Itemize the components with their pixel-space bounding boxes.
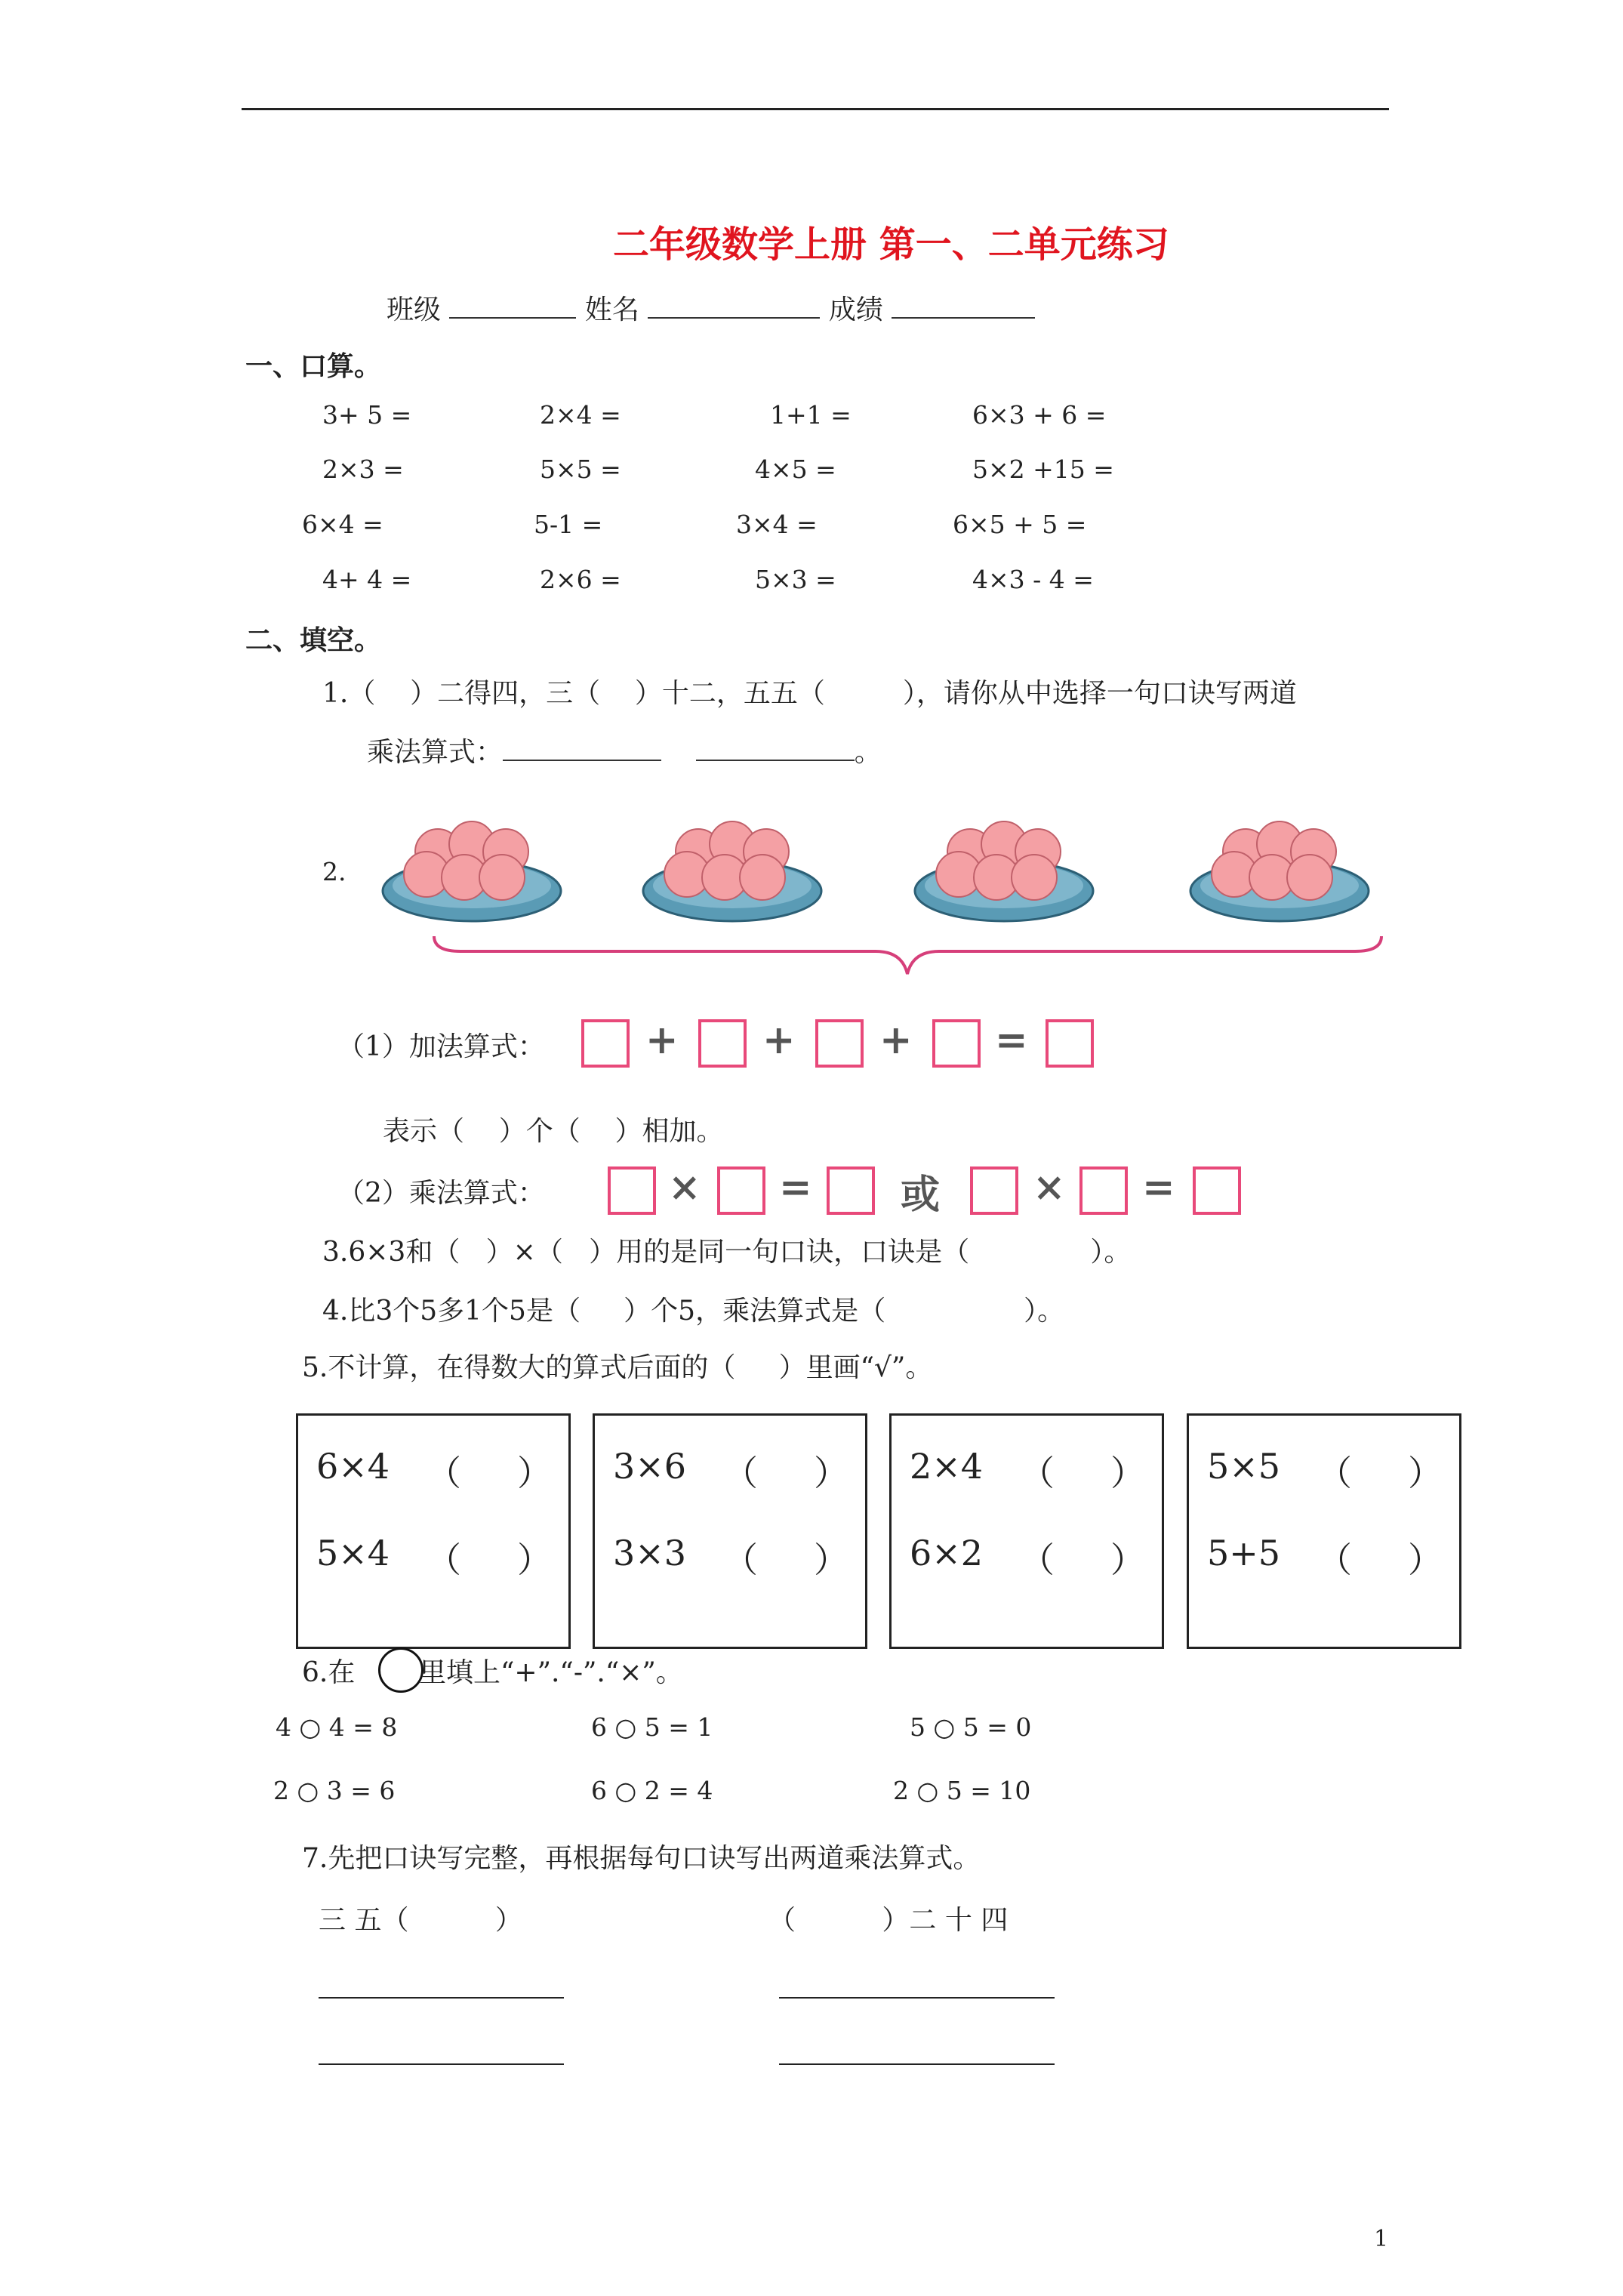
q6-suffix: 里填上“+”.“-”.“×”。 bbox=[419, 1657, 683, 1688]
answer-line[interactable] bbox=[319, 2063, 564, 2065]
oral-item: 3+ 5 = bbox=[322, 400, 412, 430]
times-sign: × bbox=[1033, 1164, 1066, 1210]
answer-box[interactable] bbox=[1193, 1166, 1241, 1215]
oral-item: 5×5 = bbox=[540, 455, 621, 484]
class-blank[interactable] bbox=[449, 294, 576, 319]
paren-open[interactable]: （ bbox=[723, 1539, 758, 1580]
answer-line[interactable] bbox=[779, 2063, 1055, 2065]
header-info bbox=[387, 288, 1035, 327]
score-blank[interactable] bbox=[892, 294, 1035, 319]
paren-open[interactable]: （ bbox=[723, 1453, 758, 1493]
q1-blank-1[interactable] bbox=[503, 737, 661, 761]
paren-open[interactable]: （ bbox=[1020, 1539, 1055, 1580]
q7-verse-b: （ ）二 十 四 bbox=[768, 1905, 1009, 1936]
answer-box[interactable] bbox=[970, 1166, 1018, 1215]
paren-close: ） bbox=[1110, 1453, 1145, 1493]
fill-op-item[interactable]: 6 ○ 2 = 4 bbox=[591, 1776, 713, 1805]
plus-sign: + bbox=[762, 1017, 796, 1063]
expr-bottom: 5×4 bbox=[316, 1533, 390, 1573]
paren-close: ） bbox=[517, 1539, 552, 1580]
q1-label: 乘法算式： bbox=[367, 737, 504, 768]
q4: 4.比3个5多1个5是（ ）个5，乘法算式是（ ）。 bbox=[322, 1296, 1065, 1327]
paren-close: ） bbox=[517, 1453, 552, 1493]
score-label: 成绩 bbox=[828, 294, 883, 325]
paren-close: ） bbox=[814, 1453, 848, 1493]
paren-open[interactable]: （ bbox=[1317, 1539, 1352, 1580]
compare-box bbox=[1187, 1413, 1461, 1649]
equals-sign: = bbox=[995, 1017, 1028, 1063]
q2-1-meaning: 表示（ ）个（ ）相加。 bbox=[383, 1116, 724, 1147]
oral-item: 6×5 + 5 = bbox=[953, 510, 1087, 539]
oral-item: 5×2 +15 = bbox=[972, 455, 1114, 484]
oral-item: 6×4 = bbox=[302, 510, 383, 539]
answer-box[interactable] bbox=[1079, 1166, 1128, 1215]
paren-close: ） bbox=[1110, 1539, 1145, 1580]
answer-line[interactable] bbox=[319, 1997, 564, 1999]
answer-box[interactable] bbox=[932, 1019, 981, 1068]
paren-close: ） bbox=[1408, 1453, 1443, 1493]
answer-box[interactable] bbox=[1046, 1019, 1094, 1068]
name-blank[interactable] bbox=[648, 294, 820, 319]
oral-item: 6×3 + 6 = bbox=[972, 400, 1107, 430]
plate-group bbox=[383, 821, 1369, 921]
answer-box[interactable] bbox=[815, 1019, 864, 1068]
section1-heading: 一、口算。 bbox=[245, 350, 382, 382]
curly-brace bbox=[430, 932, 1385, 985]
fill-op-item[interactable]: 2 ○ 5 = 10 bbox=[893, 1776, 1031, 1805]
plus-sign: + bbox=[879, 1017, 913, 1063]
equals-sign: = bbox=[779, 1164, 812, 1210]
times-sign: × bbox=[668, 1164, 701, 1210]
expr-bottom: 5+5 bbox=[1207, 1533, 1281, 1573]
q7-verse-a: 三 五（ ） bbox=[319, 1905, 522, 1936]
fill-op-item[interactable]: 4 ○ 4 = 8 bbox=[276, 1712, 398, 1742]
compare-box bbox=[889, 1413, 1164, 1649]
answer-box[interactable] bbox=[581, 1019, 630, 1068]
expr-bottom: 3×3 bbox=[613, 1533, 687, 1573]
expr-top: 3×6 bbox=[613, 1446, 687, 1487]
page-title: 二年级数学上册 第一、二单元练习 bbox=[613, 223, 1169, 266]
q6-prefix: 6.在 bbox=[302, 1657, 356, 1688]
paren-close: ） bbox=[814, 1539, 848, 1580]
fill-op-item[interactable]: 5 ○ 5 = 0 bbox=[910, 1712, 1032, 1742]
paren-open[interactable]: （ bbox=[427, 1539, 461, 1580]
fill-op-item[interactable]: 6 ○ 5 = 1 bbox=[591, 1712, 713, 1742]
oral-item: 4+ 4 = bbox=[322, 565, 412, 594]
q2-2-label: （2）乘法算式： bbox=[337, 1178, 545, 1209]
oral-item: 5×3 = bbox=[755, 565, 836, 594]
page-number: 1 bbox=[1374, 2226, 1389, 2252]
q1-line2 bbox=[367, 731, 882, 769]
q3: 3.6×3和（ ）×（ ）用的是同一句口诀，口诀是（ ）。 bbox=[322, 1237, 1132, 1268]
expr-bottom: 6×2 bbox=[910, 1533, 984, 1573]
paren-open[interactable]: （ bbox=[427, 1453, 461, 1493]
oral-item: 3×4 = bbox=[736, 510, 818, 539]
top-rule bbox=[242, 108, 1389, 110]
oral-item: 5-1 = bbox=[534, 510, 603, 539]
paren-open[interactable]: （ bbox=[1020, 1453, 1055, 1493]
plus-sign: + bbox=[645, 1017, 679, 1063]
section2-heading: 二、填空。 bbox=[245, 624, 382, 656]
oral-item: 1+1 = bbox=[770, 400, 852, 430]
q5: 5.不计算，在得数大的算式后面的（ ）里画“√”。 bbox=[302, 1352, 933, 1383]
or-word: 或 bbox=[901, 1172, 941, 1218]
oral-item: 4×5 = bbox=[755, 455, 836, 484]
answer-box[interactable] bbox=[608, 1166, 656, 1215]
oral-item: 2×6 = bbox=[540, 565, 621, 594]
q1-blank-2[interactable] bbox=[696, 737, 855, 761]
oral-item: 2×4 = bbox=[540, 400, 621, 430]
oral-item: 2×3 = bbox=[322, 455, 404, 484]
paren-open[interactable]: （ bbox=[1317, 1453, 1352, 1493]
q2-label: 2. bbox=[322, 857, 346, 886]
oral-item: 4×3 - 4 = bbox=[972, 565, 1094, 594]
name-label: 姓名 bbox=[584, 294, 639, 325]
circle-icon bbox=[378, 1647, 423, 1693]
answer-box[interactable] bbox=[827, 1166, 875, 1215]
answer-line[interactable] bbox=[779, 1997, 1055, 1999]
expr-top: 2×4 bbox=[910, 1446, 984, 1487]
q1-line1: 1.（ ）二得四，三（ ）十二，五五（ ），请你从中选择一句口诀写两道 bbox=[322, 678, 1297, 709]
expr-top: 5×5 bbox=[1207, 1446, 1281, 1487]
answer-box[interactable] bbox=[698, 1019, 747, 1068]
equals-sign: = bbox=[1142, 1164, 1175, 1210]
compare-box bbox=[296, 1413, 571, 1649]
fill-op-item[interactable]: 2 ○ 3 = 6 bbox=[273, 1776, 396, 1805]
expr-top: 6×4 bbox=[316, 1446, 390, 1487]
q7: 7.先把口诀写完整，再根据每句口诀写出两道乘法算式。 bbox=[302, 1843, 981, 1874]
q1-end: 。 bbox=[854, 737, 882, 768]
q2-1-label: （1）加法算式： bbox=[337, 1031, 545, 1062]
paren-close: ） bbox=[1408, 1539, 1443, 1580]
answer-box[interactable] bbox=[717, 1166, 765, 1215]
class-label: 班级 bbox=[387, 294, 442, 325]
compare-box bbox=[593, 1413, 867, 1649]
